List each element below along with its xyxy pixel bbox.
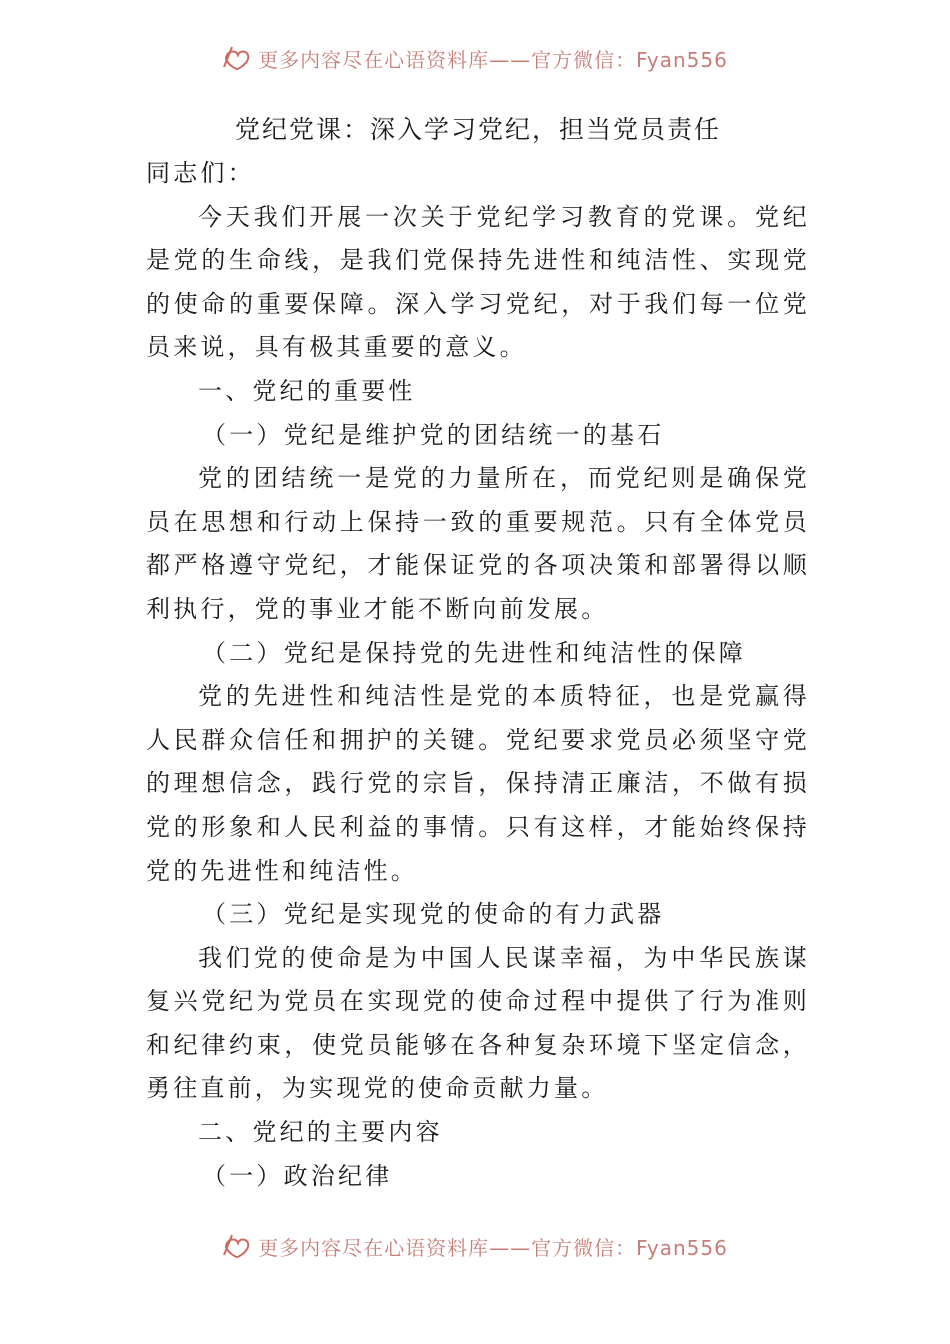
salutation: 同志们： (146, 159, 255, 187)
document-body (146, 108, 810, 1198)
intro-paragraph: 今天我们开展一次关于党纪学习教育的党课。党纪是党的生命线，是我们党保持先进性和纯洁性、实现党的使命的重要保障。深入学习党纪，对于我们每一位党员来说，具有极其重要的意义。 (146, 202, 810, 362)
section-1-item-3-body: 我们党的使命是为中国人民谋幸福，为中华民族谋复兴党纪为党员在实现党的使命过程中提供了行为准则和纪律约束，使党员能够在各种复杂环境下坚定信念，勇往直前，为实现党的使命贡献力量。 (146, 943, 810, 1103)
section-1-item-3-heading: （三）党纪是实现党的使命的有力武器 (202, 900, 665, 929)
brand-logo-icon (222, 1233, 252, 1259)
section-1-heading: 一、党纪的重要性 (198, 376, 416, 405)
watermark-bottom (0, 1226, 950, 1266)
watermark-top (0, 38, 950, 78)
document-title: 党纪党课：深入学习党纪，担当党员责任 (234, 115, 721, 144)
section-2-item-1-heading: （一）政治纪律 (202, 1161, 393, 1190)
section-2-heading: 二、党纪的主要内容 (198, 1118, 443, 1147)
brand-logo-icon (222, 45, 252, 71)
section-1-item-2-heading: （二）党纪是保持党的先进性和纯洁性的保障 (202, 638, 746, 667)
section-1-item-1-heading: （一）党纪是维护党的团结统一的基石 (202, 420, 665, 449)
watermark-text: 更多内容尽在心语资料库——官方微信：Fyan556 (258, 47, 728, 72)
section-1-item-2-body: 党的先进性和纯洁性是党的本质特征，也是党赢得人民群众信任和拥护的关键。党纪要求党员必须坚守党的理想信念，践行党的宗旨，保持清正廉洁，不做有损党的形象和人民利益的事情。只有这样，才能始终保持党的先进性和纯洁性。 (146, 682, 810, 885)
watermark-text: 更多内容尽在心语资料库——官方微信：Fyan556 (258, 1235, 728, 1260)
section-1-item-1-body: 党的团结统一是党的力量所在，而党纪则是确保党员在思想和行动上保持一致的重要规范。只有全体党员都严格遵守党纪，才能保证党的各项决策和部署得以顺利执行，党的事业才能不断向前发展。 (146, 464, 810, 623)
